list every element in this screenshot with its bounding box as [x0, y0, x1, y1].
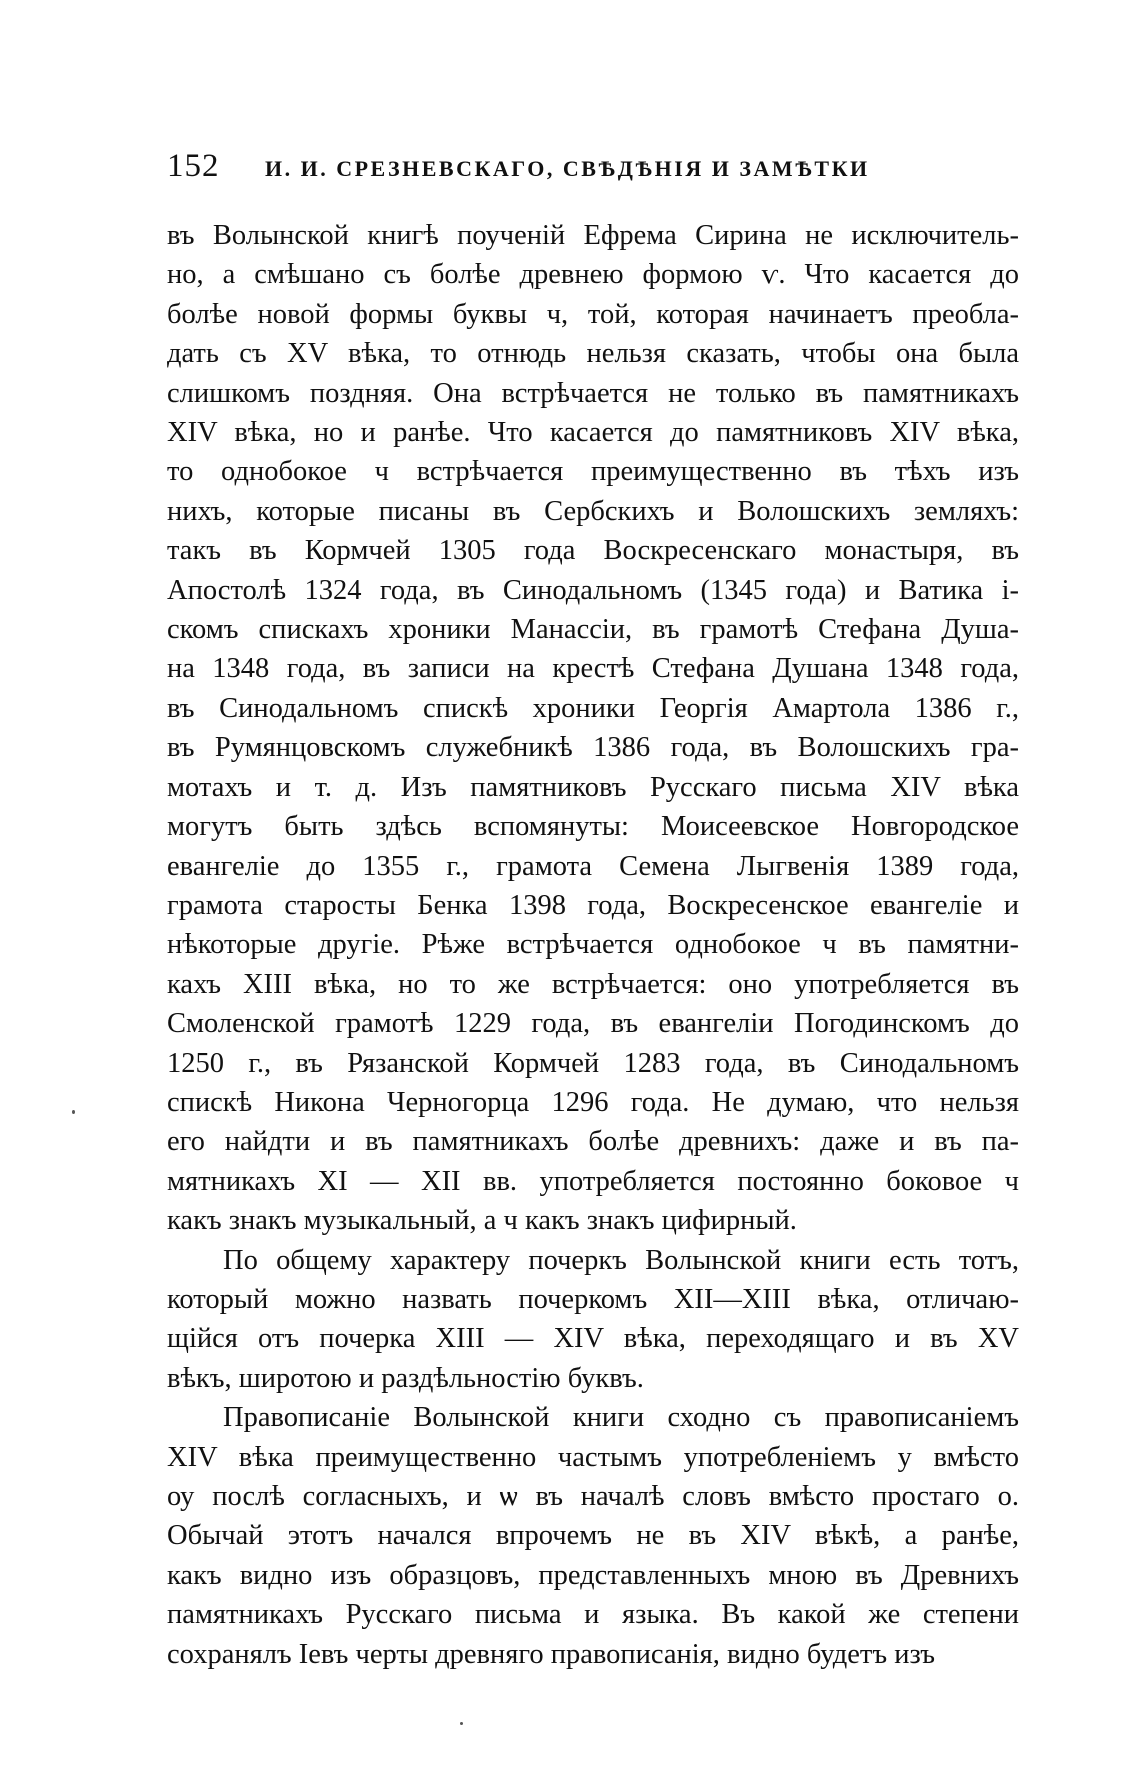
- text-line: но, а смѣшано съ болѣе древнею формою ѵ. Что касается до: [167, 259, 1019, 291]
- body-text: [167, 216, 1019, 1674]
- text-line: кахъ XIII вѣка, но то же встрѣчается: оно употребляется въ: [167, 968, 1019, 1000]
- running-head-title: И. И. СРЕЗНЕВСКАГО, СВѢДѢНІЯ И ЗАМѢТКИ: [265, 156, 870, 181]
- paragraph: [167, 1398, 1019, 1674]
- text-line: спискѣ Никона Черногорца 1296 года. Не думаю, что нельзя: [167, 1086, 1019, 1118]
- page-content: [167, 148, 1019, 1674]
- text-line: вѣкъ, широтою и раздѣльностію буквъ.: [167, 1362, 644, 1394]
- paragraph: [167, 216, 1019, 1241]
- paragraph: [167, 1241, 1019, 1399]
- text-line: такъ въ Кормчей 1305 года Воскресенскаго монастыря, въ: [167, 535, 1019, 567]
- text-line: евангеліе до 1355 г., грамота Семена Лыгвенія 1389 года,: [167, 850, 1019, 882]
- text-line: въ Синодальномъ спискѣ хроники Георгія Амартола 1386 г.,: [167, 692, 1019, 724]
- text-line: Апостолѣ 1324 года, въ Синодальномъ (1345 года) и Ватика і-: [167, 574, 1019, 606]
- text-line: который можно назвать почеркомъ XII—XIII вѣка, отличаю-: [167, 1283, 1019, 1315]
- running-head: [167, 148, 1019, 196]
- text-line: скомъ спискахъ хроники Манассіи, въ грамотѣ Стефана Душа-: [167, 614, 1019, 646]
- text-line: XIV вѣка, но и ранѣе. Что касается до памятниковъ XIV вѣка,: [167, 417, 1019, 449]
- text-line: болѣе новой формы буквы ч, той, которая начинаетъ преобла-: [167, 298, 1019, 330]
- text-line: нѣкоторые другіе. Рѣже встрѣчается однобокое ч въ памятни-: [167, 929, 1019, 961]
- text-line: въ Волынской книгѣ поученій Ефрема Сирина не исключитель-: [167, 220, 1019, 251]
- text-line: Обычай этотъ начался впрочемъ не въ XIV вѣкѣ, а ранѣе,: [167, 1520, 1019, 1552]
- text-line: его найдти и въ памятникахъ болѣе древнихъ: даже и въ па-: [167, 1126, 1019, 1158]
- text-line: Смоленской грамотѣ 1229 года, въ евангеліи Погодинскомъ до: [167, 1008, 1019, 1040]
- page-number: 152: [167, 148, 220, 184]
- text-line: памятникахъ Русскаго письма и языка. Въ какой же степени: [167, 1599, 1019, 1631]
- text-line: на 1348 года, въ записи на крестѣ Стефана Душана 1348 года,: [167, 653, 1019, 685]
- text-line: XIV вѣка преимущественно частымъ употребленіемъ у вмѣсто: [167, 1441, 1019, 1473]
- text-line: щійся отъ почерка XIII — XIV вѣка, переходящаго и въ XV: [167, 1323, 1019, 1355]
- text-line: оу послѣ согласныхъ, и ѡ въ началѣ словъ вмѣсто простаго о.: [167, 1481, 1019, 1512]
- text-line: въ Румянцовскомъ служебникѣ 1386 года, въ Волошскихъ гра-: [167, 732, 1019, 764]
- text-line: какъ видно изъ образцовъ, представленныхъ мною въ Древнихъ: [167, 1559, 1019, 1591]
- text-line: слишкомъ поздняя. Она встрѣчается не только въ памятникахъ: [167, 377, 1019, 409]
- text-line: По общему характеру почеркъ Волынской книги есть тотъ,: [223, 1244, 1019, 1276]
- text-line: могутъ быть здѣсь вспомянуты: Моисеевское Новгородское: [167, 811, 1019, 843]
- text-line: какъ знакъ музыкальный, а ч какъ знакъ цифирный.: [167, 1205, 797, 1237]
- text-line: мотахъ и т. д. Изъ памятниковъ Русскаго письма XIV вѣка: [167, 771, 1019, 803]
- text-line: грамота старосты Бенка 1398 года, Воскресенское евангеліе и: [167, 889, 1019, 921]
- text-line: мятникахъ XI — XII вв. употребляется постоянно боковое ч: [167, 1165, 1019, 1197]
- text-line: Правописаніе Волынской книги сходно съ правописаніемъ: [223, 1402, 1019, 1434]
- text-line: 1250 г., въ Рязанской Кормчей 1283 года, въ Синодальномъ: [167, 1047, 1019, 1079]
- text-line: то однобокое ч встрѣчается преимущественно въ тѣхъ изъ: [167, 456, 1019, 488]
- text-line: нихъ, которые писаны въ Сербскихъ и Волошскихъ земляхъ:: [167, 495, 1019, 527]
- margin-speck: [460, 1722, 463, 1725]
- margin-speck: [72, 1110, 75, 1114]
- text-line: дать съ XV вѣка, то отнюдь нельзя сказать, чтобы она была: [167, 338, 1019, 370]
- text-line: сохранялъ Іевъ черты древняго правописанія, видно будетъ изъ: [167, 1638, 935, 1670]
